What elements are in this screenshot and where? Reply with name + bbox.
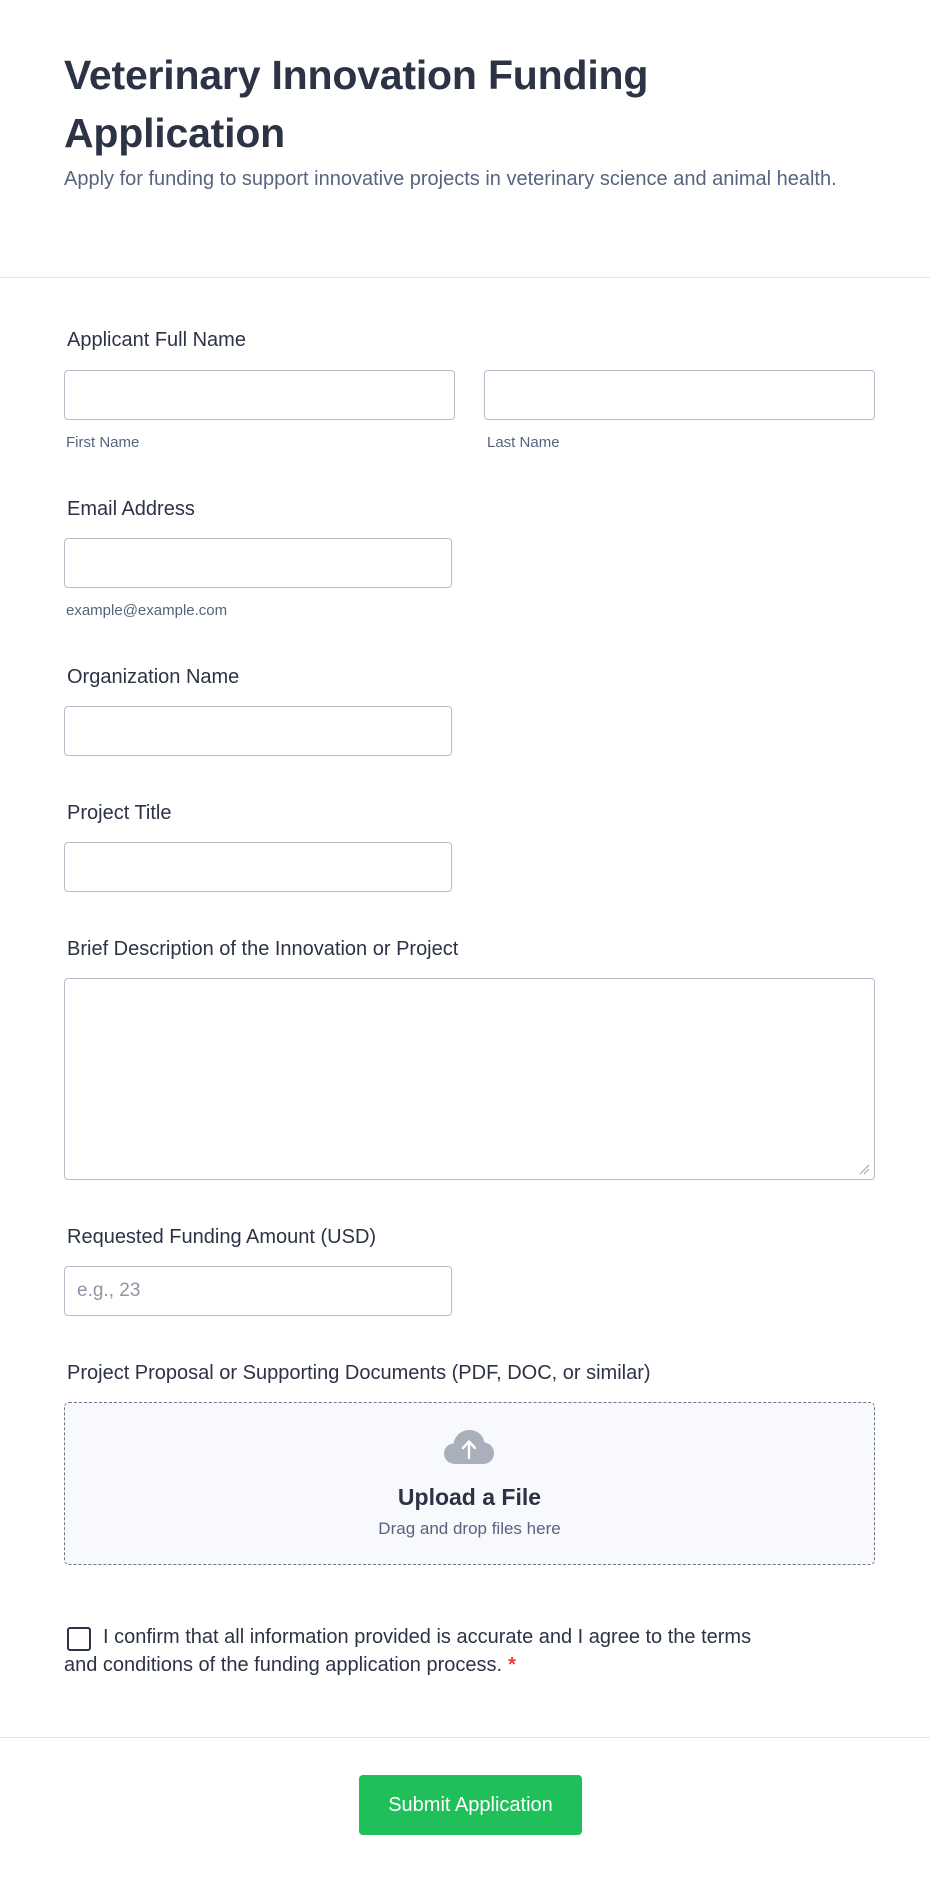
form-subtitle: Apply for funding to support innovative projects in veterinary science and animal health.: [64, 168, 837, 190]
form-header: [0, 0, 930, 278]
email-input[interactable]: [64, 538, 452, 588]
confirm-label: I confirm that all information provided is accurate and I agree to the terms and conditions of the funding application process.: [64, 1626, 752, 1676]
organization-input[interactable]: [64, 706, 452, 756]
form-title: Veterinary Innovation Funding Application: [64, 52, 649, 156]
funding-amount-label: Requested Funding Amount (USD): [67, 1226, 377, 1248]
first-name-sublabel: First Name: [66, 434, 140, 451]
description-textarea[interactable]: [64, 978, 875, 1180]
full-name-label: Applicant Full Name: [67, 329, 246, 351]
resize-grip-icon[interactable]: [858, 1163, 870, 1175]
upload-title: Upload a File: [397, 1484, 542, 1510]
last-name-sublabel: Last Name: [487, 434, 560, 451]
upload-hint: Drag and drop files here: [378, 1519, 561, 1538]
documents-label: Project Proposal or Supporting Documents (PDF, DOC, or similar): [67, 1362, 651, 1384]
last-name-input[interactable]: [484, 370, 875, 420]
organization-label: Organization Name: [67, 666, 240, 688]
email-label: Email Address: [67, 498, 195, 520]
required-marker: *: [508, 1654, 516, 1676]
first-name-input[interactable]: [64, 370, 455, 420]
submit-button[interactable]: Submit Application: [359, 1775, 582, 1835]
email-sublabel: example@example.com: [66, 602, 228, 619]
cloud-upload-icon: [443, 1428, 495, 1466]
confirm-text-block: [64, 1623, 764, 1679]
description-label: Brief Description of the Innovation or Project: [67, 938, 459, 960]
funding-amount-input[interactable]: [64, 1266, 452, 1316]
project-title-input[interactable]: [64, 842, 452, 892]
footer-divider: [0, 1737, 930, 1738]
project-title-label: Project Title: [67, 802, 172, 824]
